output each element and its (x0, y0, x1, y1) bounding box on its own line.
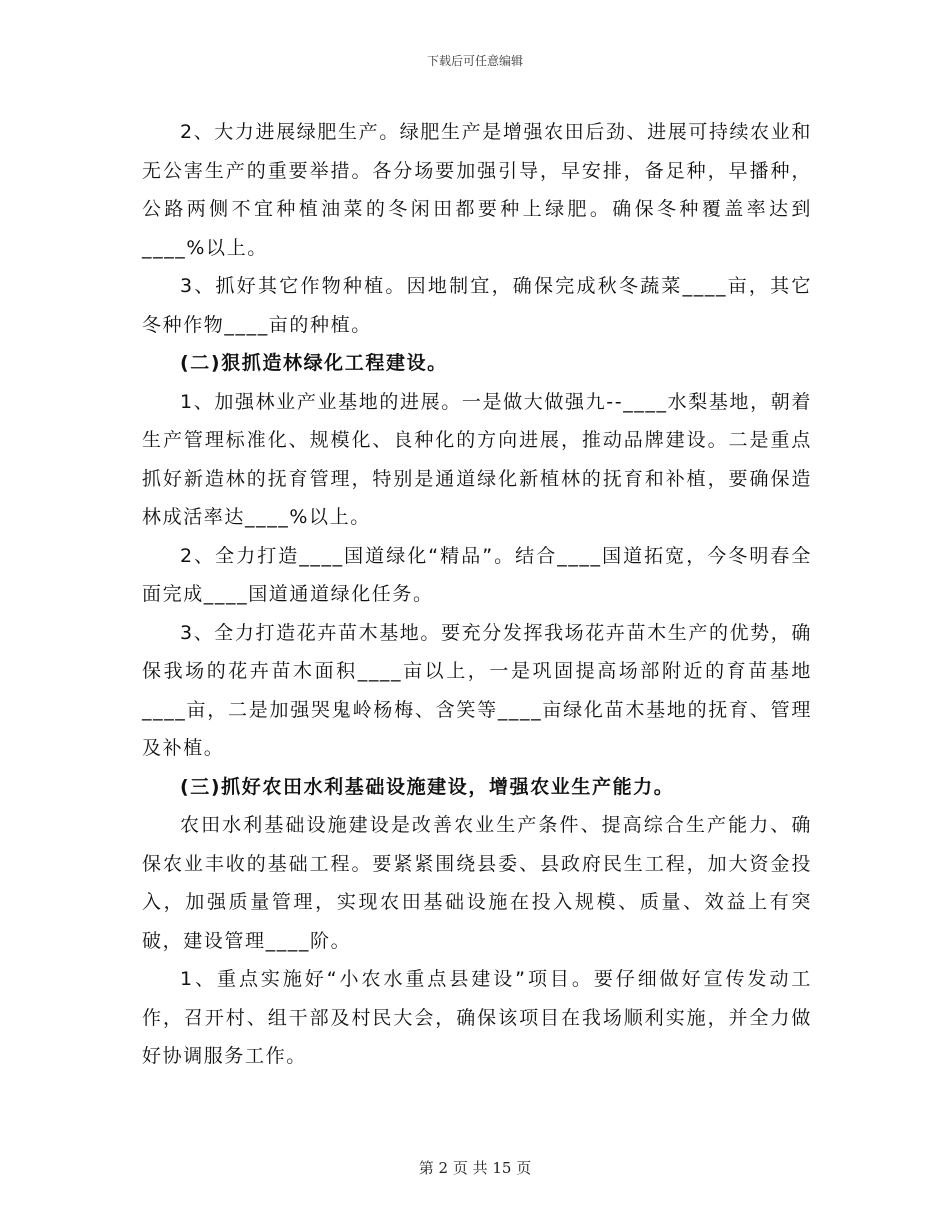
paragraph-green-manure: 2、大力进展绿肥生产。绿肥生产是增强农田后劲、进展可持续农业和无公害生产的重要举措。各分场要加强引导，早安排，备足种，早播种，公路两侧不宜种植油菜的冬闲田都要种上绿肥。确保冬种覆盖率达到____%以上。 (142, 121, 812, 259)
page-footer: 第 2 页 共 15 页 (418, 1159, 532, 1177)
paragraph-national-road-greening: 2、全力打造____国道绿化“精品”。结合____国道拓宽，今冬明春全面完成____国道通道绿化任务。 (142, 544, 812, 605)
paragraph-flower-nursery: 3、全力打造花卉苗木基地。要充分发挥我场花卉苗木生产的优势，确保我场的花卉苗木面积____亩以上，一是巩固提高场部附近的育苗基地____亩，二是加强哭鬼岭杨梅、含笑等____亩绿化苗木基地的抚育、管理及补植。 (142, 621, 812, 759)
paragraph-small-water-project: 1、重点实施好“小农水重点县建设”项目。要仔细做好宣传发动工作，召开村、组干部及村民大会，确保该项目在我场顺利实施，并全力做好协调服务工作。 (142, 968, 812, 1067)
paragraph-irrigation-infrastructure: 农田水利基础设施建设是改善农业生产条件、提高综合生产能力、确保农业丰收的基础工程。要紧紧围绕县委、县政府民生工程，加大资金投入，加强质量管理，实现农田基础设施在投入规模、质量、效益上有突破，建设管理____阶。 (142, 814, 812, 952)
section-heading-afforestation: (二)狠抓造林绿化工程建设。 (180, 352, 448, 374)
document-body (142, 113, 812, 1076)
section-heading-irrigation: (三)抓好农田水利基础设施建设，增强农业生产能力。 (180, 775, 675, 798)
paragraph-other-crops: 3、抓好其它作物种植。因地制宜，确保完成秋冬蔬菜____亩，其它冬种作物____亩的种植。 (142, 275, 812, 336)
paragraph-forestry-base: 1、加强林业产业基地的进展。一是做大做强九--____水梨基地，朝着生产管理标准化、规模化、良种化的方向进展，推动品牌建设。二是重点抓好新造林的抚育管理，特别是通道绿化新植林的抚育和补植，要确保造林成活率达____%以上。 (142, 390, 812, 528)
page-header: 下载后可任意编辑 (426, 54, 523, 68)
